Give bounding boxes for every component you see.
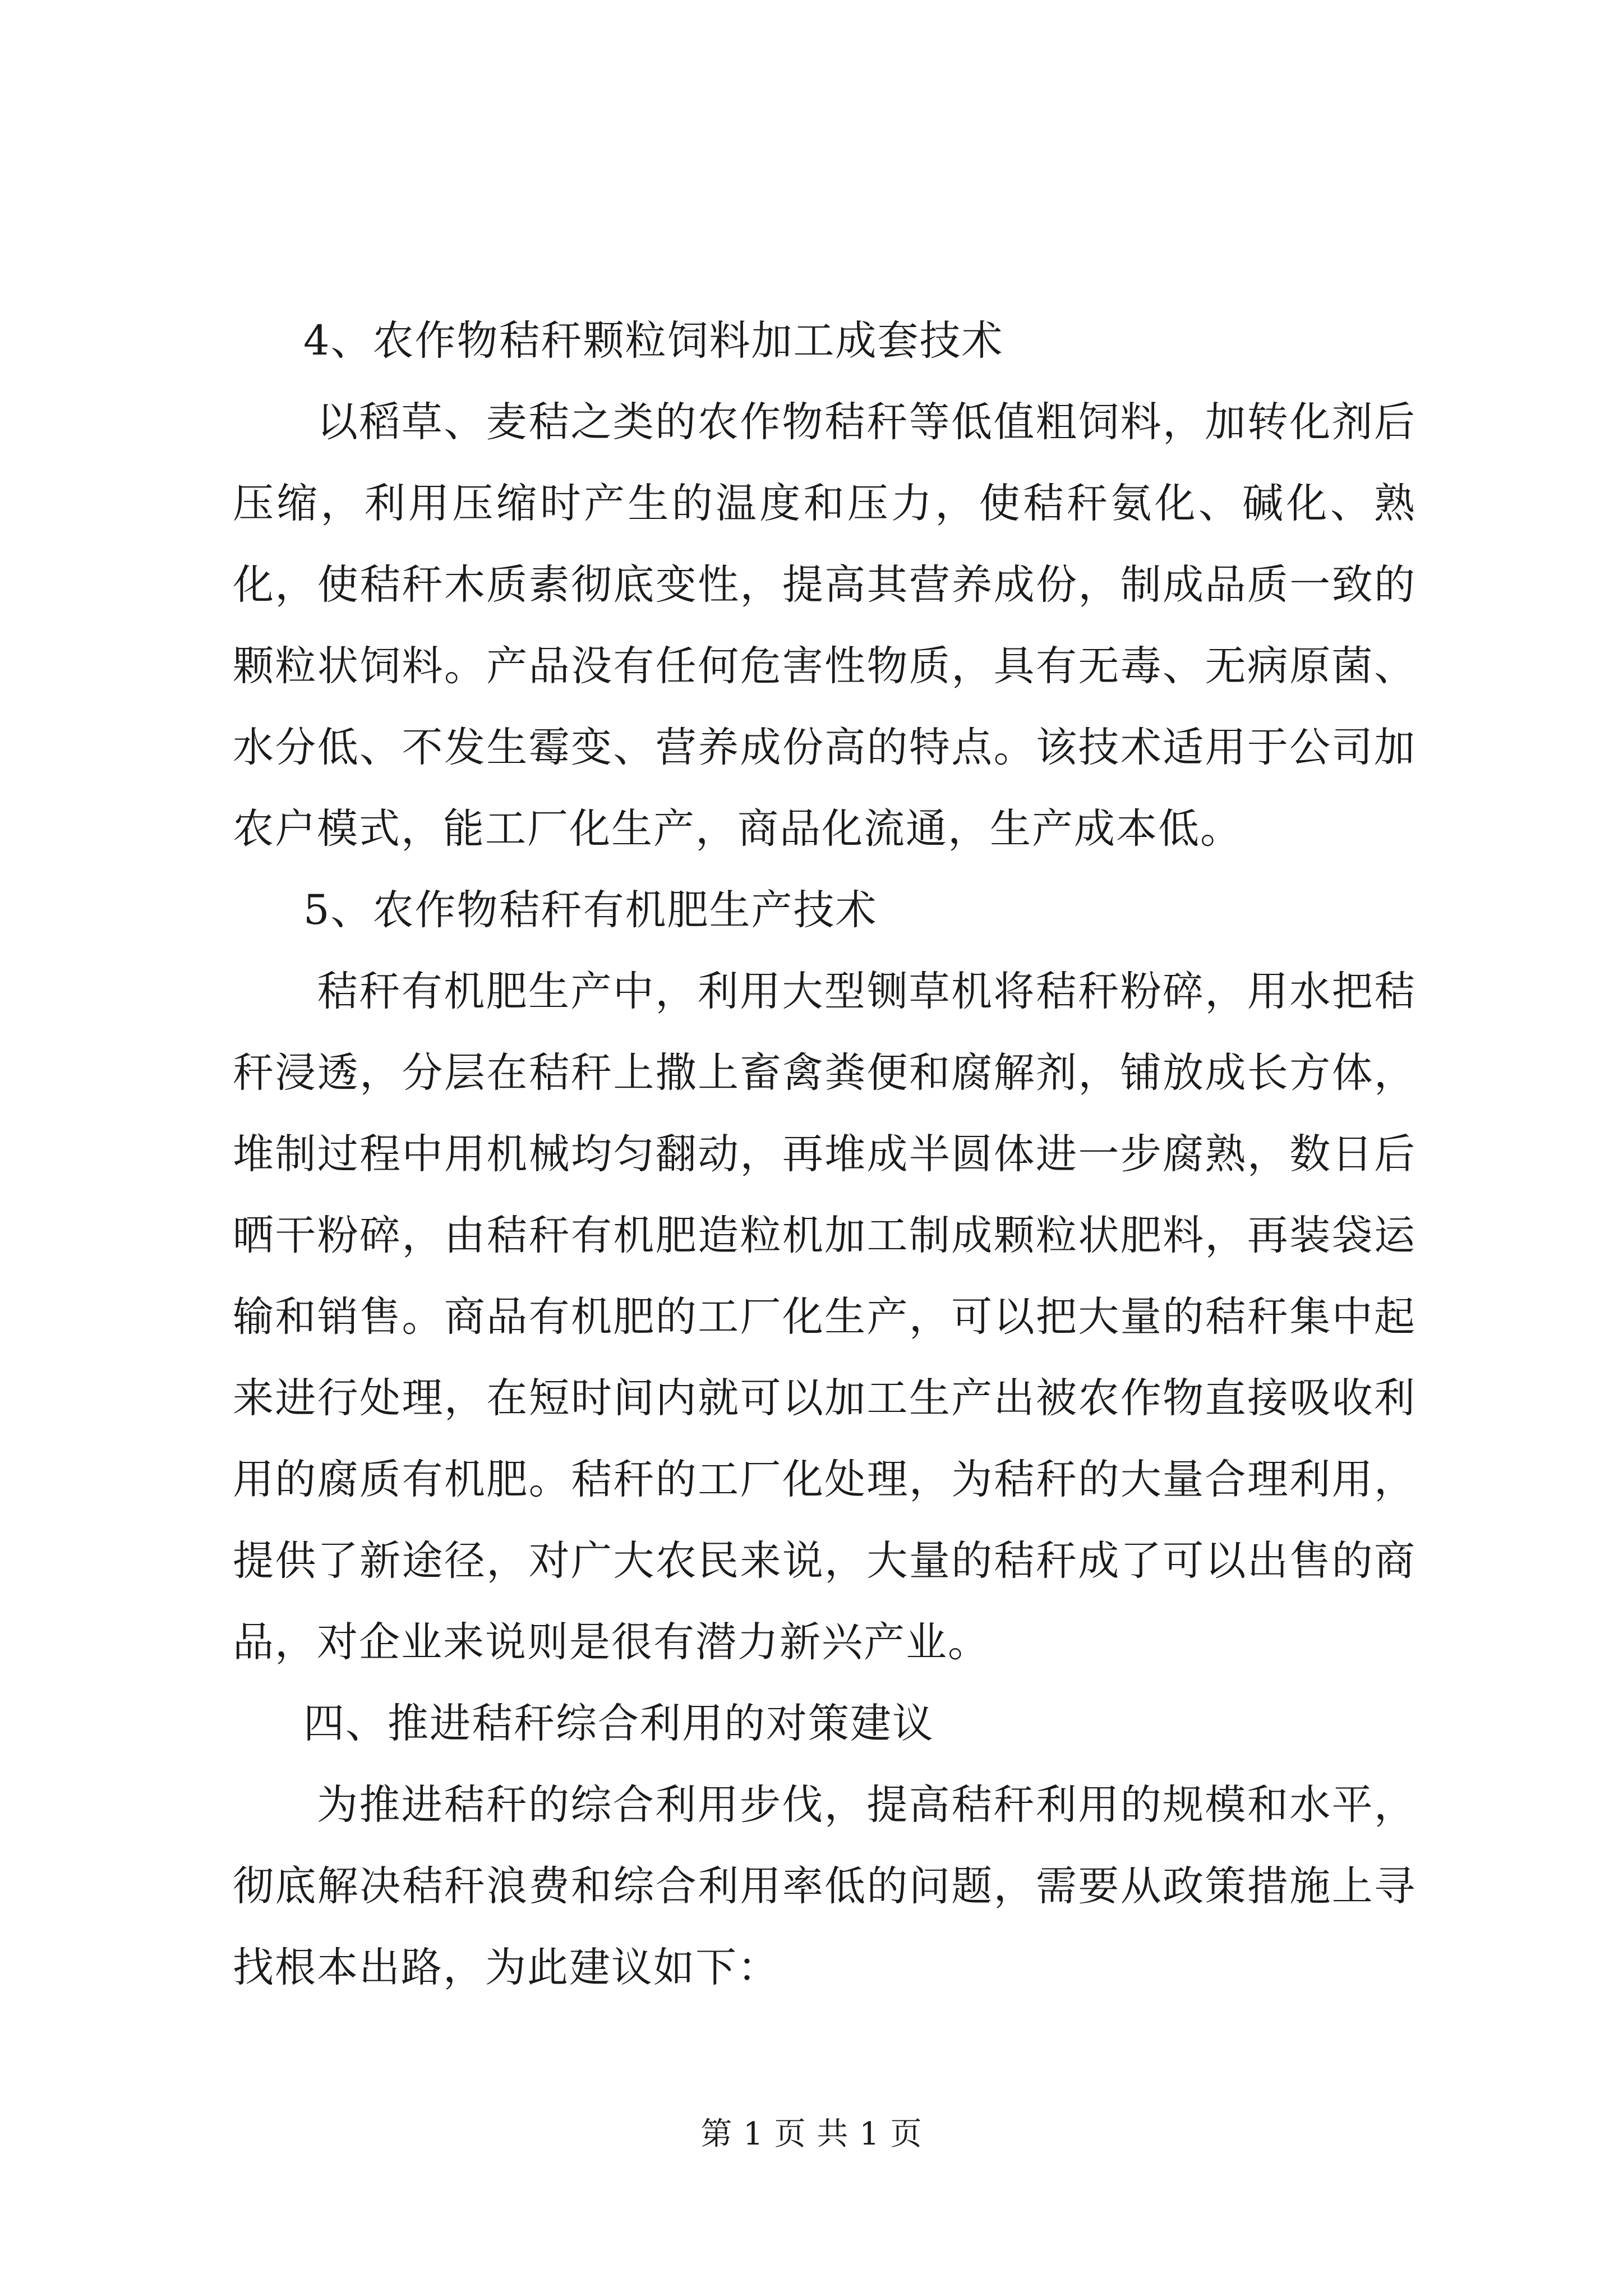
section-paragraph-four: 为推进秸秆的综合利用步伐，提高秸秆利用的规模和水平，彻底解决秸秆浪费和综合利用率低的问题，需要从政策措施上寻找根本出路，为此建议如下： (233, 1781, 1416, 1991)
section-heading-5: 5、农作物秸秆有机肥生产技术 (303, 886, 878, 934)
section-paragraph-5: 秸秆有机肥生产中，利用大型铡草机将秸秆粉碎，用水把秸秆浸透，分层在秸秆上撒上畜禽粪便和腐解剂，铺放成长方体，堆制过程中用机械均匀翻动，再堆成半圆体进一步腐熟，数日后晒干粉碎，由秸秆有机肥造粒机加工制成颗粒状肥料，再装袋运输和销售。商品有机肥的工厂化生产，可以把大量的秸秆集中起来进行处理，在短时间内就可以加工生产出被农作物直接吸收利用的腐质有机肥。秸秆的工厂化处理，为秸秆的大量合理利用，提供了新途径，对广大农民来说，大量的秸秆成了可以出售的商品，对企业来说则是很有潜力新兴产业。 (233, 968, 1416, 1666)
section-heading-four: 四、推进秸秆综合利用的对策建议 (303, 1700, 934, 1747)
document-body (233, 300, 1416, 2008)
section-paragraph-4: 以稻草、麦秸之类的农作物秸秆等低值粗饲料，加转化剂后压缩，利用压缩时产生的温度和压力，使秸秆氨化、碱化、熟化，使秸秆木质素彻底变性，提高其营养成份，制成品质一致的颗粒状饲料。产品没有任何危害性物质，具有无毒、无病原菌、水分低、不发生霉变、营养成份高的特点。该技术适用于公司加农户模式，能工厂化生产，商品化流通，生产成本低。 (233, 398, 1416, 853)
page-footer: 第 1 页 共 1 页 (700, 2116, 923, 2152)
section-heading-4: 4、农作物秸秆颗粒饲料加工成套技术 (303, 317, 1004, 365)
